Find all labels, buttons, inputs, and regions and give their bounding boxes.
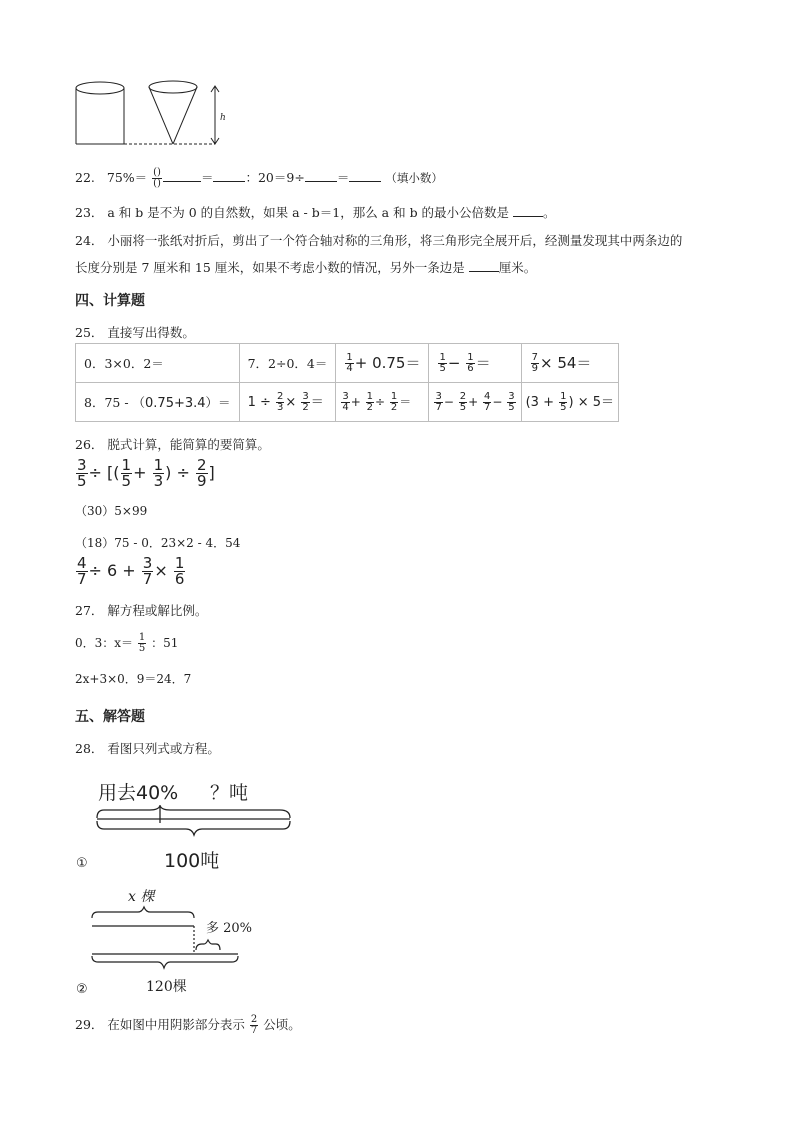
q22-number: 22. — [75, 170, 95, 185]
q24-blank[interactable] — [469, 259, 499, 272]
cell-r1c5: $\frac{7}{9}$ × 54＝ — [521, 344, 618, 383]
diagram-1-total-label: 100吨 — [164, 850, 220, 872]
question-25-title: 25． 直接写出得数。 — [75, 325, 195, 340]
question-27-title: 27． 解方程或解比例。 — [75, 603, 208, 618]
height-label: h — [220, 113, 226, 123]
q22-blank-3[interactable] — [305, 169, 337, 182]
diagram-2-mark: ② — [76, 982, 88, 997]
cell-r1c4: $\frac{1}{5}$ − $\frac{1}{6}$ ＝ — [429, 344, 521, 383]
q26-expression-3: （18）75 - 0．23×2 - 4．54 — [75, 536, 241, 550]
diagram-2-more-label: 多 20% — [206, 921, 253, 936]
cell-r2c1: 8．75 - （0.75+3.4）＝ — [76, 383, 240, 422]
q22-lead: 75%＝ — [106, 170, 148, 185]
cell-r1c3: $\frac{1}{4}$ + 0.75＝ — [336, 344, 429, 383]
diagram-1-mark: ① — [76, 856, 88, 871]
section-5-heading: 五、解答题 — [75, 709, 145, 725]
q22-blank-1[interactable] — [163, 169, 201, 182]
question-28-title: 28． 看图只列式或方程。 — [75, 741, 220, 756]
q22-blank-2[interactable] — [213, 169, 245, 182]
diagram-2-braces — [88, 902, 248, 974]
q22-note: （填小数） — [385, 171, 443, 185]
q22-fraction: $\frac{()}{()}$ — [153, 167, 161, 189]
cell-r2c2: 1 ÷ $\frac{2}{3}$ × $\frac{3}{2}$ ＝ — [239, 383, 336, 422]
cell-r2c4: $\frac{3}{7}$ − $\frac{2}{5}$ + $\frac{4}{7}$ − $\frac{3}{5}$ — [429, 383, 521, 422]
diagram-1-used-label: 用去40% — [98, 782, 179, 804]
table-row — [76, 383, 619, 422]
question-23: 23． a 和 b 是不为 0 的自然数，如果 a - b＝1，那么 a 和 b 的最小公倍数是 。 — [75, 205, 556, 220]
q26-expression-4: $\frac{4}{7}$ ÷ 6 + $\frac{3}{7}$ × $\frac{1}{6}$ — [77, 554, 185, 588]
q26-expression-2: （30）5×99 — [75, 504, 148, 518]
q23-blank[interactable] — [513, 204, 543, 217]
cylinder-cone-figure — [70, 78, 240, 150]
cone-top — [149, 81, 197, 93]
diagram-2-x-label: x 棵 — [128, 889, 155, 905]
q27-expression-2: 2x+3×0．9＝24．7 — [75, 672, 192, 686]
question-22: 22. 75%＝ $\frac{()}{()}$ ＝ ：20＝9÷ ＝ （填小数） — [75, 167, 443, 189]
q27-expression-1: 0．3：x＝ $\frac{1}{5}$ ：51 — [75, 632, 179, 654]
q22-blank-4[interactable] — [349, 169, 381, 182]
cell-r1c1: 0．3×0．2＝ — [76, 344, 240, 383]
q26-expression-1: $\frac{3}{5}$ ÷ [( $\frac{1}{5}$ + $\frac{1}{3}$ ) ÷ $\frac{2}{9}$ ] — [77, 456, 215, 490]
calculation-table — [75, 343, 619, 422]
question-24-line-2: 长度分别是 7 厘米和 15 厘米，如果不考虑小数的情况，另外一条边是 厘米。 — [75, 260, 537, 275]
question-24-line-1: 24． 小丽将一张纸对折后，剪出了一个符合轴对称的三角形，将三角形完全展开后，经测量发现其中两条边的 — [75, 233, 683, 248]
question-26-title: 26． 脱式计算，能简算的要简算。 — [75, 437, 270, 452]
cell-r2c5: (3 + $\frac{1}{5}$ ) × 5＝ — [521, 383, 618, 422]
cell-r1c2: 7．2÷0．4＝ — [239, 344, 336, 383]
diagram-1-braces — [90, 805, 300, 845]
question-29: 29． 在如图中用阴影部分表示 $\frac{2}{7}$ 公顷。 — [75, 1014, 301, 1036]
section-4-heading: 四、计算题 — [75, 293, 145, 309]
diagram-1-question-label: ？吨 — [210, 782, 249, 804]
table-row — [76, 344, 619, 383]
cell-r2c3: $\frac{3}{4}$ + $\frac{1}{2}$ ÷ $\frac{1}{2}$ ＝ — [336, 383, 429, 422]
cylinder-top — [76, 82, 124, 94]
diagram-2-total-label: 120棵 — [146, 979, 187, 995]
